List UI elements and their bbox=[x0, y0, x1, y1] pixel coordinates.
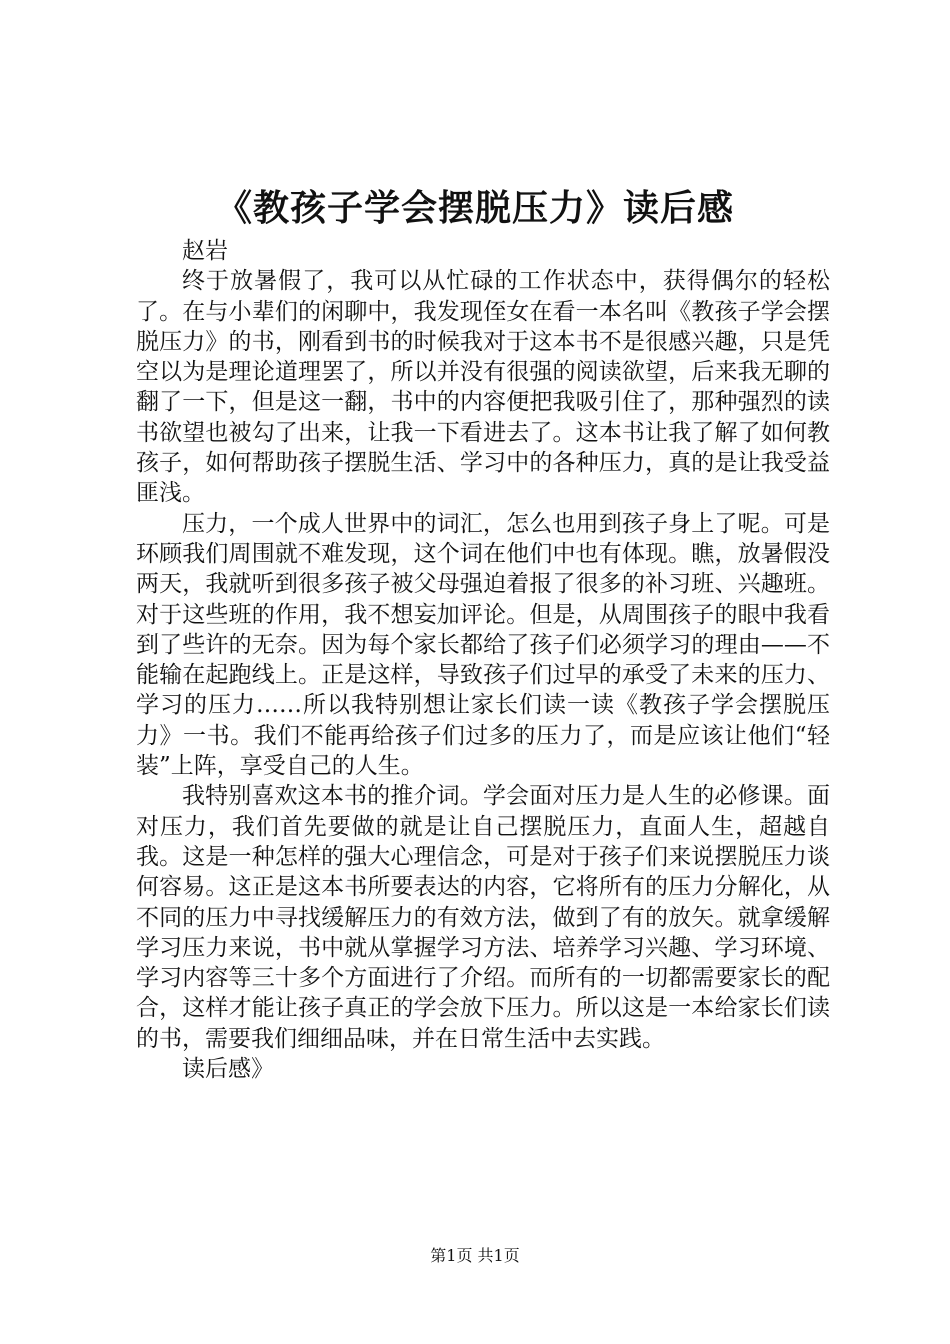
paragraph-3: 我特别喜欢这本书的推介词。学会面对压力是人生的必修课。面对压力，我们首先要做的就是让自己摆脱压力，直面人生，超越自我。这是一种怎样的强大心理信念，可是对于孩子们来说摆脱压力谈何容易。这正是这本书所要表达的内容，它将所有的压力分解化，从不同的压力中寻找缓解压力的有效方法，做到了有的放矢。就拿缓解学习压力来说，书中就从掌握学习方法、培养学习兴趣、学习环境、学习内容等三十多个方面进行了介绍。而所有的一切都需要家长的配合，这样才能让孩子真正的学会放下压力。所以这是一本给家长们读的书，需要我们细细品味，并在日常生活中去实践。 bbox=[136, 783, 830, 1052]
document-body bbox=[136, 236, 830, 1084]
document-title: 《教孩子学会摆脱压力》读后感 bbox=[215, 187, 734, 229]
author-line: 赵岩 bbox=[182, 238, 228, 264]
closing-line: 读后感》 bbox=[182, 1056, 274, 1083]
page-footer: 第1页 共1页 bbox=[430, 1246, 520, 1265]
paragraph-2: 压力，一个成人世界中的词汇，怎么也用到孩子身上了呢。可是环顾我们周围就不难发现，这个词在他们中也有体现。瞧，放暑假没两天，我就听到很多孩子被父母强迫着报了很多的补习班、兴趣班。对于这些班的作用，我不想妄加评论。但是，从周围孩子的眼中我看到了些许的无奈。因为每个家长都给了孩子们必须学习的理由——不能输在起跑线上。正是这样，导致孩子们过早的承受了未来的压力、学习的压力……所以我特别想让家长们读一读《教孩子学会摆脱压力》一书。我们不能再给孩子们过多的压力了，而是应该让他们“轻装”上阵，享受自己的人生。 bbox=[136, 510, 830, 780]
paragraph-1: 终于放暑假了，我可以从忙碌的工作状态中，获得偶尔的轻松了。在与小辈们的闲聊中，我发现侄女在看一本名叫《教孩子学会摆脱压力》的书，刚看到书的时候我对于这本书不是很感兴趣，只是凭空以为是理论道理罢了，所以并没有很强的阅读欲望，后来我无聊的翻了一下，但是这一翻，书中的内容便把我吸引住了，那种强烈的读书欲望也被勾了出来，让我一下看进去了。这本书让我了解了如何教孩子，如何帮助孩子摆脱生活、学习中的各种压力，真的是让我受益匪浅。 bbox=[136, 268, 830, 507]
